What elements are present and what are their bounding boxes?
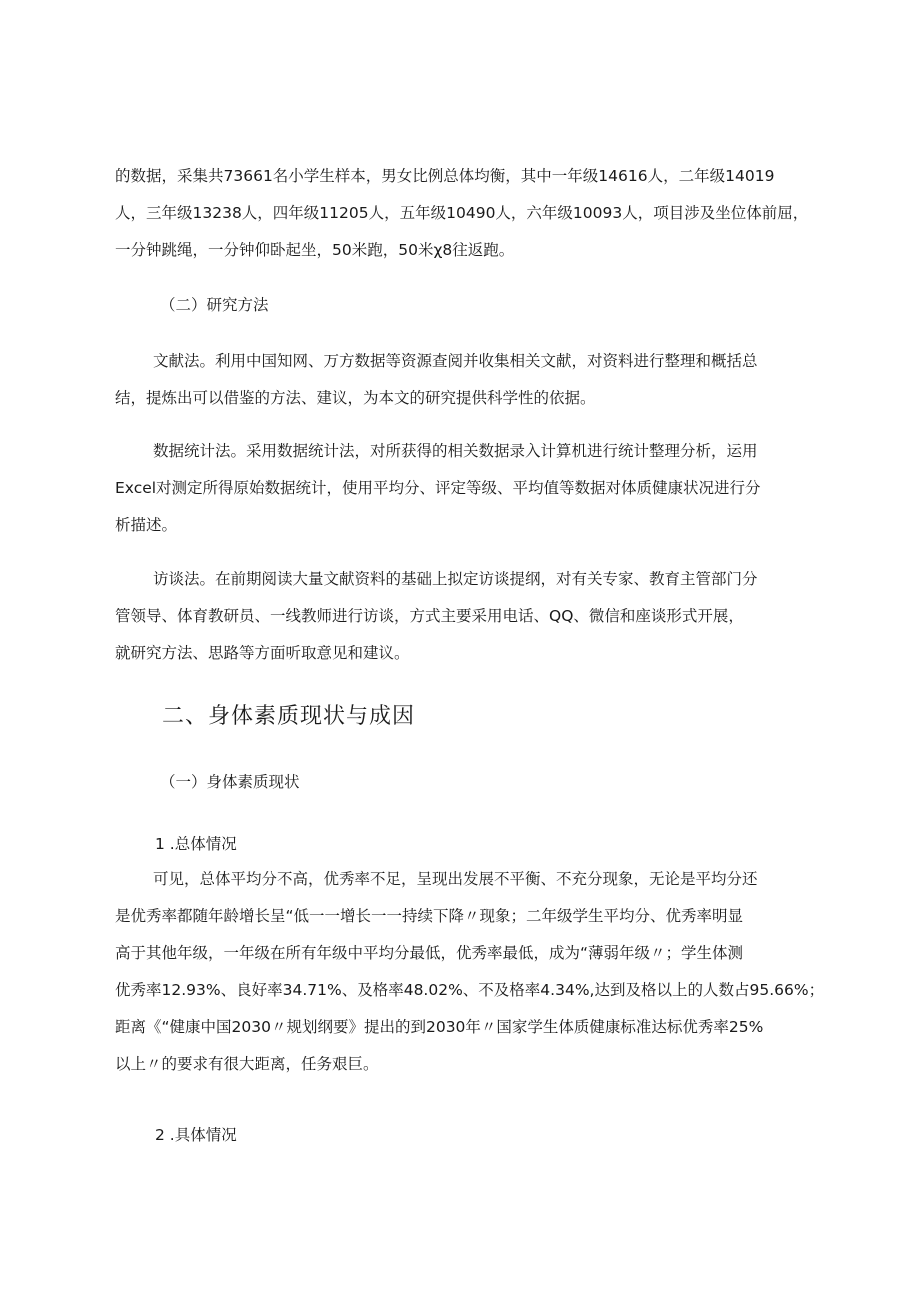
section-two-heading: 二、身体素质现状与成因	[162, 704, 416, 729]
text-line: 人，三年级13238人，四年级11205人，五年级10490人，六年级10093人，项目涉及坐位体前屈，	[115, 204, 809, 222]
text-line: 访谈法。在前期阅读大量文献资料的基础上拟定访谈提纲，对有关专家、教育主管部门分	[153, 570, 758, 588]
text-line: 析描述。	[115, 516, 178, 534]
sample-data-paragraph	[115, 158, 815, 269]
overall-situation-paragraph	[115, 861, 825, 1083]
specific-situation-heading: 2 .具体情况	[155, 1126, 237, 1144]
text-line: 以上〃的要求有很大距离，任务艰巨。	[115, 1055, 379, 1073]
text-line: 高于其他年级，一年级在所有年级中平均分最低，优秀率最低，成为“薄弱年级〃；学生体测	[115, 944, 744, 962]
text-line: 数据统计法。采用数据统计法，对所获得的相关数据录入计算机进行统计整理分析，运用	[153, 442, 758, 460]
text-line: 一分钟跳绳，一分钟仰卧起坐，50米跑，50米χ8往返跑。	[115, 241, 515, 259]
text-line: 可见，总体平均分不高，优秀率不足，呈现出发展不平衡、不充分现象，无论是平均分还	[153, 870, 758, 888]
text-line: 的数据，采集共73661名小学生样本，男女比例总体均衡，其中一年级14616人，二年级14019	[115, 167, 775, 185]
text-line: 结，提炼出可以借鉴的方法、建议，为本文的研究提供科学性的依据。	[115, 389, 596, 407]
statistics-method-paragraph	[115, 433, 815, 544]
physical-status-heading: （一）身体素质现状	[160, 773, 300, 791]
text-line: 就研究方法、思路等方面听取意见和建议。	[115, 644, 410, 662]
overall-situation-heading: 1 .总体情况	[155, 835, 237, 853]
text-line: 文献法。利用中国知网、万方数据等资源查阅并收集相关文献，对资料进行整理和概括总	[153, 352, 758, 370]
literature-method-paragraph	[115, 343, 815, 417]
research-method-heading: （二）研究方法	[160, 296, 269, 314]
text-line: 优秀率12.93%、良好率34.71%、及格率48.02%、不及格率4.34%,达到及格以上的人数占95.66%；	[115, 981, 825, 999]
interview-method-paragraph	[115, 561, 815, 672]
text-line: 是优秀率都随年龄增长呈“低一一增长一一持续下降〃现象；二年级学生平均分、优秀率明显	[115, 907, 744, 925]
text-line: Excel对测定所得原始数据统计，使用平均分、评定等级、平均值等数据对体质健康状况进行分	[115, 479, 761, 497]
text-line: 距离《“健康中国2030〃规划纲要》提出的到2030年〃国家学生体质健康标准达标优秀率25%	[115, 1018, 764, 1036]
text-line: 管领导、体育教研员、一线教师进行访谈，方式主要采用电话、QQ、微信和座谈形式开展，	[115, 607, 744, 625]
